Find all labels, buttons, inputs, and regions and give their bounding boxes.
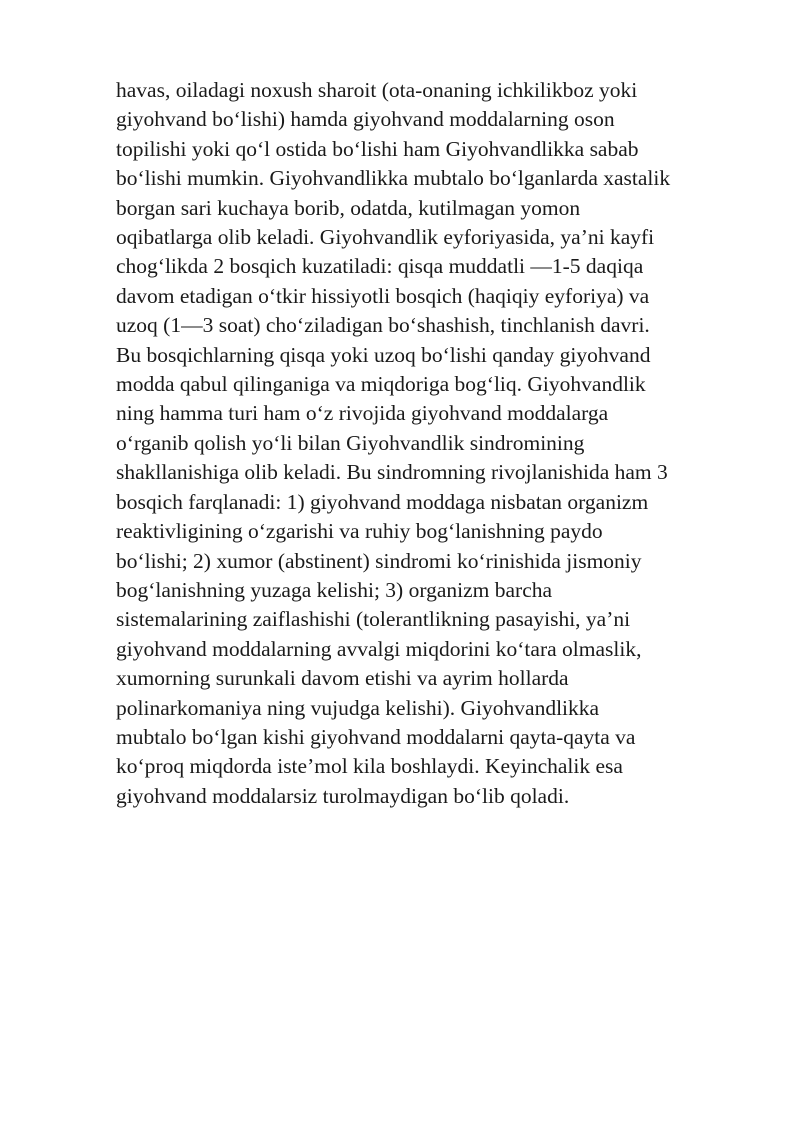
text-line: bo‘lishi; 2) xumor (abstinent) sindromi ko‘rinishida jismoniy [116,548,642,573]
text-line: o‘rganib qolish yo‘li bilan Giyohvandlik sindromining [116,430,585,455]
text-line: uzoq (1—3 soat) cho‘ziladigan bo‘shashish, tinchlanish davri. [116,313,650,338]
text-line: Bu bosqichlarning qisqa yoki uzoq bo‘lishi qanday giyohvand [116,342,651,367]
text-line: sistemalarining zaiflashishi (tolerantlikning pasayishi, ya’ni [116,607,631,632]
text-line: xumorning surunkali davom etishi va ayrim hollarda [116,666,569,691]
text-line: bog‘lanishning yuzaga kelishi; 3) organizm barcha [116,577,553,602]
text-line: ning hamma turi ham o‘z rivojida giyohvand moddalarga [116,401,609,426]
text-line: topilishi yoki qo‘l ostida bo‘lishi ham Giyohvandlikka sabab [116,136,639,161]
text-line: oqibatlarga olib keladi. Giyohvandlik eyforiyasida, ya’ni kayfi [116,225,655,250]
text-line: havas, oiladagi noxush sharoit (ota-onaning ichkilikboz yoki [116,78,638,102]
text-line: ko‘proq miqdorda iste’mol kila boshlaydi. Keyinchalik esa [116,754,623,779]
text-line: shakllanishiga olib keladi. Bu sindromning rivojlanishida ham 3 [116,460,668,485]
text-line: bo‘lishi mumkin. Giyohvandlikka mubtalo bo‘lganlarda xastalik [116,166,671,191]
text-line: chog‘likda 2 bosqich kuzatiladi: qisqa muddatli —1-5 daqiqa [116,254,644,279]
text-line: mubtalo bo‘lgan kishi giyohvand moddalarni qayta-qayta va [116,724,636,749]
text-line: borgan sari kuchaya borib, odatda, kutilmagan yomon [116,195,581,220]
text-line: modda qabul qilinganiga va miqdoriga bog‘liq. Giyohvandlik [116,372,646,397]
text-line: davom etadigan o‘tkir hissiyotli bosqich (haqiqiy eyforiya) va [116,283,650,308]
text-line: giyohvand bo‘lishi) hamda giyohvand moddalarning oson [116,107,615,132]
text-line: giyohvand moddalarsiz turolmaydigan bo‘lib qoladi. [116,783,570,808]
body-paragraph [116,76,756,811]
text-line: bosqich farqlanadi: 1) giyohvand moddaga nisbatan organizm [116,489,649,514]
text-line: giyohvand moddalarning avvalgi miqdorini ko‘tara olmaslik, [116,636,642,661]
text-line: reaktivligining o‘zgarishi va ruhiy bog‘lanishning paydo [116,519,603,544]
text-line: polinarkomaniya ning vujudga kelishi). Giyohvandlikka [116,695,600,720]
